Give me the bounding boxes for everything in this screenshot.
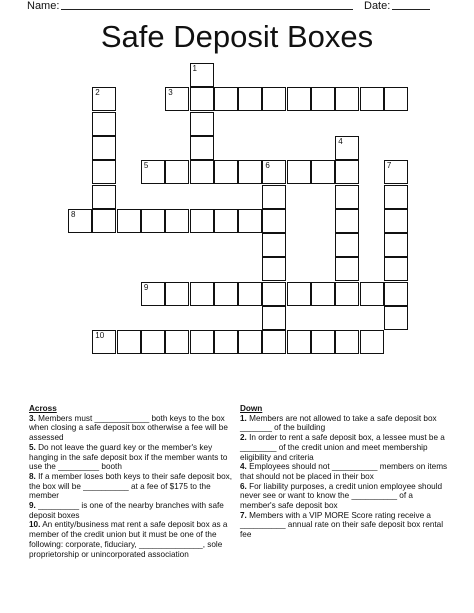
clue-number-label: 8. <box>29 471 36 481</box>
crossword-cell[interactable] <box>262 282 286 306</box>
crossword-cell[interactable] <box>165 87 189 111</box>
crossword-cell[interactable] <box>214 160 238 184</box>
crossword-cell[interactable] <box>384 209 408 233</box>
crossword-cell[interactable] <box>360 87 384 111</box>
clue-number-label: 2. <box>240 433 247 443</box>
crossword-cell[interactable] <box>287 160 311 184</box>
crossword-cell[interactable] <box>92 160 116 184</box>
clue-number: 7 <box>386 161 392 171</box>
crossword-cell[interactable] <box>384 282 408 306</box>
clue-text: Members with a VIP MORE Score rating receive a __________ annual rate on their safe deposit box rental fee <box>240 510 444 540</box>
crossword-cell[interactable] <box>92 112 116 136</box>
crossword-cell[interactable] <box>335 330 359 354</box>
clue-text: Members are not allowed to take a safe deposit box _______ of the building <box>240 413 437 433</box>
crossword-cell[interactable] <box>141 330 165 354</box>
crossword-cell[interactable] <box>311 282 335 306</box>
crossword-cell[interactable] <box>92 136 116 160</box>
crossword-cell[interactable] <box>262 306 286 330</box>
crossword-cell[interactable] <box>262 233 286 257</box>
date-label: Date: <box>364 0 391 12</box>
crossword-cell[interactable] <box>214 87 238 111</box>
crossword-cell[interactable] <box>190 160 214 184</box>
crossword-cell[interactable] <box>360 330 384 354</box>
crossword-cell[interactable] <box>117 209 141 233</box>
crossword-cell[interactable] <box>190 282 214 306</box>
crossword-cell[interactable] <box>311 87 335 111</box>
clue-text: If a member loses both keys to their safe deposit box, the box will be __________ at a fee of $175 to the member <box>29 471 232 501</box>
clue-number-label: 10. <box>29 520 41 530</box>
name-label: Name: <box>27 0 60 12</box>
crossword-cell[interactable] <box>335 257 359 281</box>
crossword-cell[interactable] <box>335 282 359 306</box>
down-heading: Down <box>240 404 263 413</box>
crossword-cell[interactable] <box>262 87 286 111</box>
down-clue <box>240 511 448 540</box>
across-clues <box>29 404 233 559</box>
crossword-cell[interactable] <box>287 330 311 354</box>
crossword-cell[interactable] <box>384 306 408 330</box>
crossword-cell[interactable] <box>335 233 359 257</box>
clue-number: 1 <box>192 64 197 73</box>
crossword-cell[interactable] <box>141 160 165 184</box>
crossword-cell[interactable] <box>287 87 311 111</box>
clue-number-label: 5. <box>29 442 36 452</box>
clue-number: 5 <box>143 161 149 171</box>
crossword-cell[interactable] <box>92 209 116 233</box>
crossword-cell[interactable] <box>384 160 408 184</box>
crossword-cell[interactable] <box>238 209 262 233</box>
crossword-cell[interactable] <box>165 209 189 233</box>
crossword-cell[interactable] <box>92 330 116 354</box>
down-clue <box>240 462 448 481</box>
crossword-cell[interactable] <box>238 330 262 354</box>
crossword-cell[interactable] <box>335 87 359 111</box>
crossword-cell[interactable] <box>287 282 311 306</box>
crossword-cell[interactable] <box>190 330 214 354</box>
crossword-cell[interactable] <box>117 330 141 354</box>
clue-number: 10 <box>95 331 105 341</box>
clue-number-label: 9. <box>29 501 36 511</box>
crossword-cell[interactable] <box>262 185 286 209</box>
across-clue <box>29 414 233 443</box>
down-clue <box>240 482 448 511</box>
crossword-cell[interactable] <box>190 63 214 87</box>
down-clues <box>240 404 448 540</box>
crossword-cell[interactable] <box>214 282 238 306</box>
across-clue <box>29 472 233 501</box>
clue-number-label: 6. <box>240 481 247 491</box>
clue-number: 3 <box>168 88 173 98</box>
clue-number: 9 <box>143 282 149 292</box>
across-clue <box>29 520 233 559</box>
clue-text: _________ is one of the nearby branches with safe deposit boxes <box>29 501 224 520</box>
crossword-cell[interactable] <box>92 87 116 111</box>
crossword-cell[interactable] <box>190 87 214 111</box>
crossword-cell[interactable] <box>165 330 189 354</box>
crossword-cell[interactable] <box>165 282 189 306</box>
crossword-cell[interactable] <box>335 185 359 209</box>
clue-number: 4 <box>338 136 343 146</box>
crossword-cell[interactable] <box>311 160 335 184</box>
crossword-cell[interactable] <box>262 257 286 281</box>
crossword-cell[interactable] <box>335 160 359 184</box>
clue-text: Members must ____________ both keys to the box when closing a safe deposit box otherwise a fee will be assessed <box>29 413 228 443</box>
crossword-cell[interactable] <box>141 282 165 306</box>
crossword-cell[interactable] <box>165 160 189 184</box>
crossword-cell[interactable] <box>68 209 92 233</box>
crossword-cell[interactable] <box>311 330 335 354</box>
down-clue <box>240 414 448 433</box>
crossword-cell[interactable] <box>262 209 286 233</box>
clue-number-label: 3. <box>29 413 36 423</box>
crossword-cell[interactable] <box>384 257 408 281</box>
clue-text: An entity/business mat rent a safe deposit box as a member of the credit union but it must be one of the following: corporate, fiduciary, ______________, sole proprietorship or unincorporated association <box>29 520 228 559</box>
clue-text: Employees should not __________ members on items that should not be placed in their box <box>240 462 448 481</box>
across-clue <box>29 501 233 520</box>
clue-number: 8 <box>71 209 76 219</box>
clue-number: 6 <box>265 161 270 171</box>
crossword-cell[interactable] <box>214 330 238 354</box>
crossword-cell[interactable] <box>190 112 214 136</box>
clue-number-label: 1. <box>240 413 247 423</box>
crossword-cell[interactable] <box>384 233 408 257</box>
clue-number: 2 <box>95 88 100 98</box>
crossword-cell[interactable] <box>214 209 238 233</box>
crossword-cell[interactable] <box>335 136 359 160</box>
clue-number-label: 7. <box>240 510 247 520</box>
crossword-cell[interactable] <box>360 282 384 306</box>
across-heading: Across <box>29 404 57 413</box>
crossword-cell[interactable] <box>238 87 262 111</box>
down-clue <box>240 433 448 462</box>
crossword-cell[interactable] <box>238 282 262 306</box>
crossword-cell[interactable] <box>262 330 286 354</box>
crossword-cell[interactable] <box>238 160 262 184</box>
crossword-cell[interactable] <box>384 87 408 111</box>
page-title: Safe Deposit Boxes <box>100 19 374 54</box>
across-clue <box>29 443 233 472</box>
crossword-cell[interactable] <box>92 185 116 209</box>
clue-text: For liability purposes, a credit union employee should never see or want to know the __________ of a member's safe deposit box <box>240 481 443 511</box>
crossword-cell[interactable] <box>190 136 214 160</box>
crossword-cell[interactable] <box>335 209 359 233</box>
crossword-cell[interactable] <box>190 209 214 233</box>
clue-text: Do not leave the guard key or the member's key hanging in the safe deposit box if the member wants to use the _________ booth <box>29 442 228 472</box>
clue-text: In order to rent a safe deposit box, a lessee must be a ________ of the credit union and meet membership eligibility and criteria <box>240 433 445 462</box>
crossword-cell[interactable] <box>384 185 408 209</box>
clue-number-label: 4. <box>240 462 247 472</box>
crossword-cell[interactable] <box>262 160 286 184</box>
crossword-cell[interactable] <box>141 209 165 233</box>
